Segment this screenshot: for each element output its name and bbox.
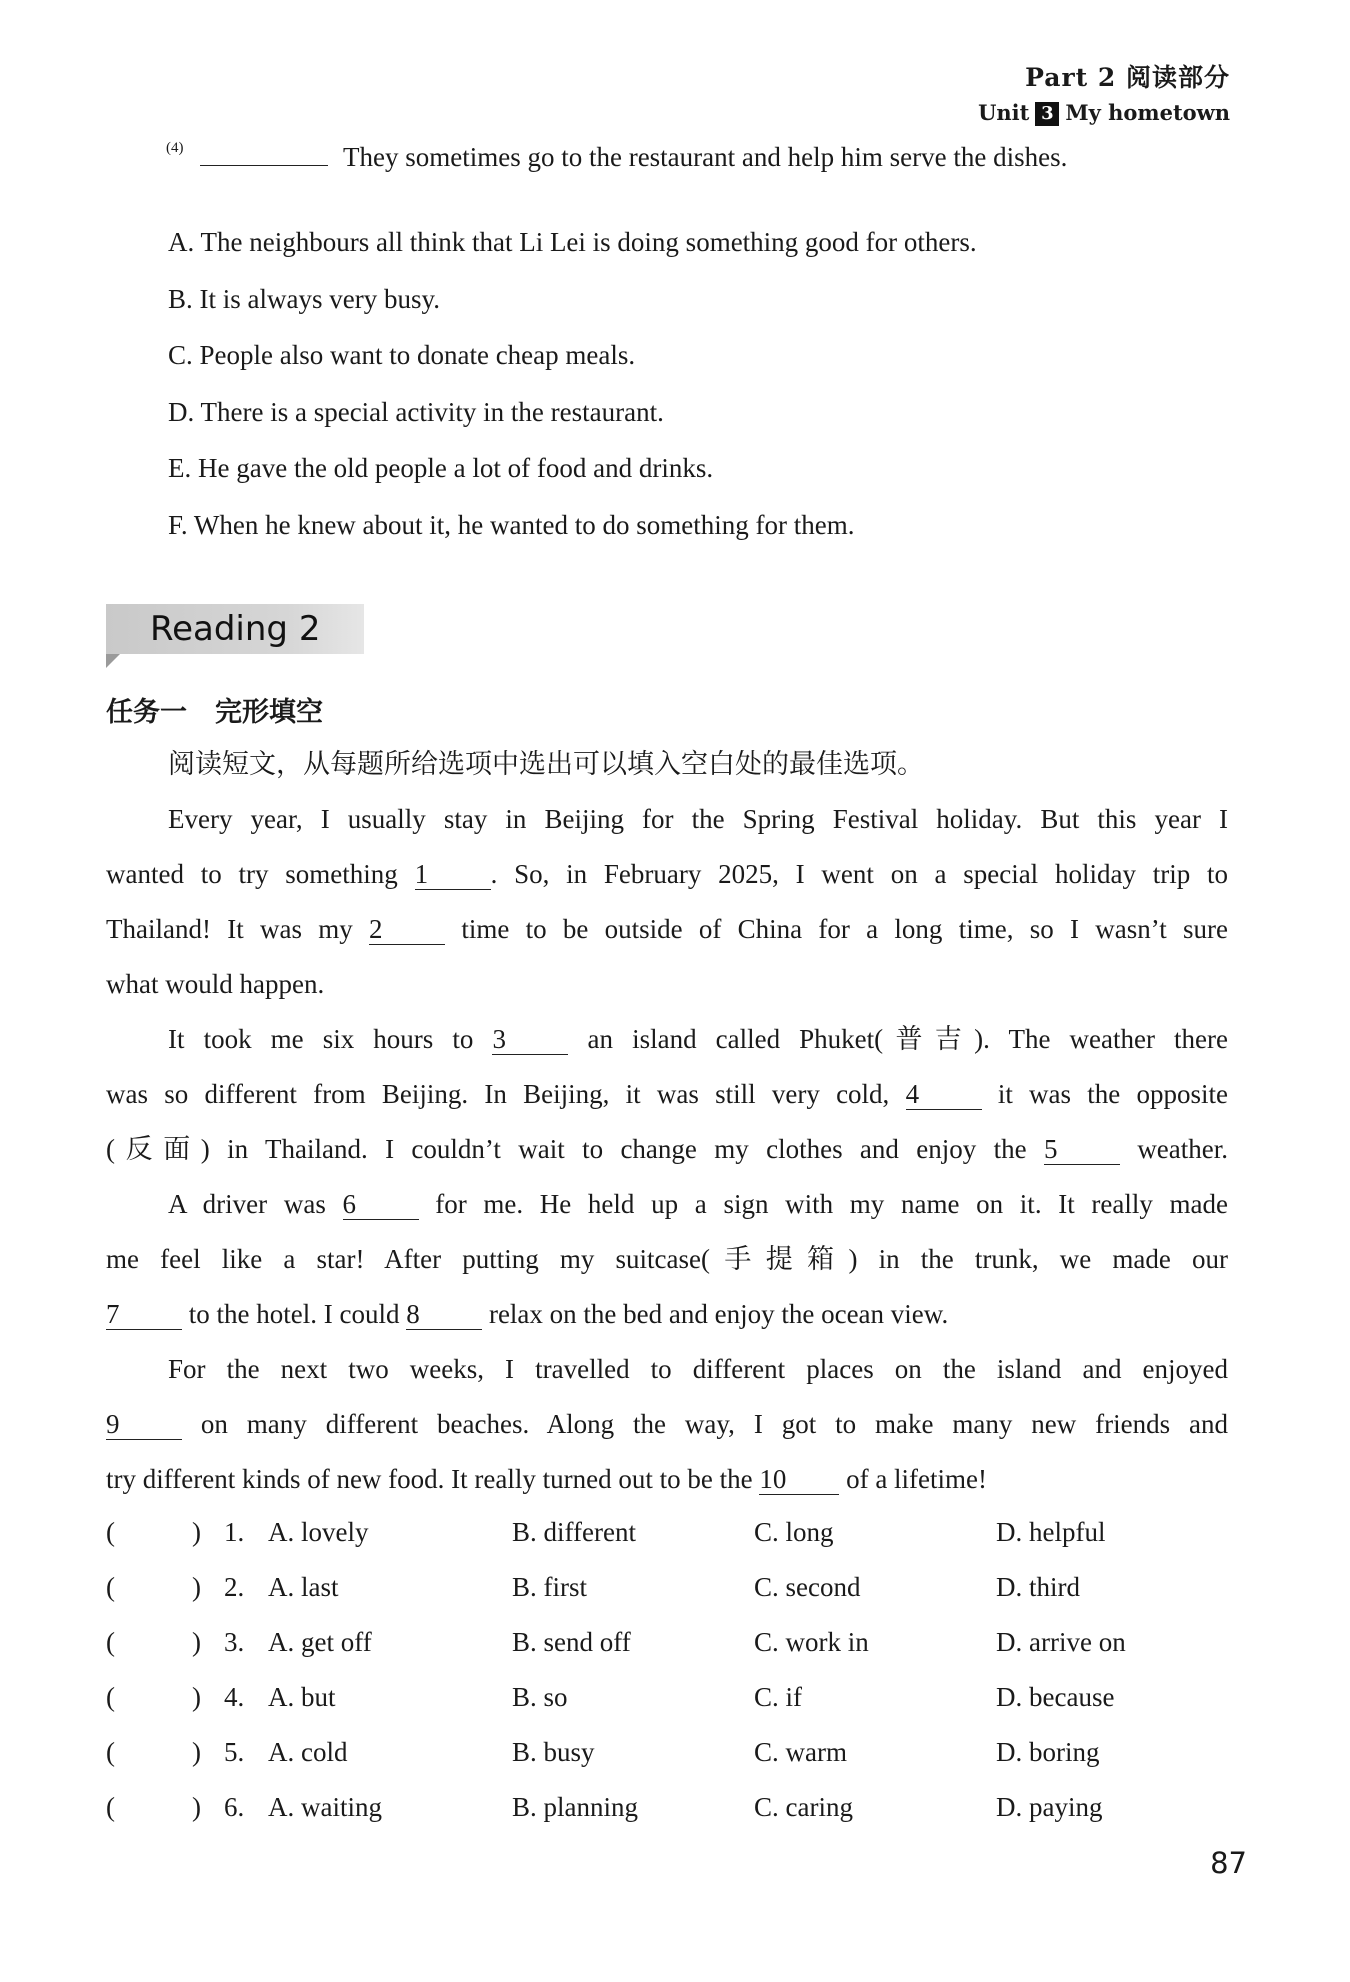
cloze-passage (106, 792, 1228, 1507)
task-name: 完形填空 (215, 697, 323, 728)
passage-line: me feel like a star! After putting my suitcase(手提箱) in the trunk, we made our (106, 1244, 1228, 1274)
cloze-blank[interactable]: 9 (106, 1409, 182, 1440)
choice-b: B. busy (512, 1737, 595, 1767)
cloze-blank[interactable]: 8 (406, 1299, 482, 1330)
cloze-blank[interactable]: 1 (415, 859, 491, 890)
passage-line: (反面) in Thailand. I couldn’t wait to change my clothes and enjoy the 5 weather. (106, 1134, 1229, 1164)
answer-paren-close: ) (192, 1737, 201, 1767)
choice-d: D. paying (996, 1792, 1103, 1822)
question-text: They sometimes go to the restaurant and help him serve the dishes. (343, 142, 1068, 172)
part-title: Part 2 阅读部分 (1025, 63, 1230, 92)
choice-c: C. warm (754, 1737, 847, 1767)
choice-d: D. arrive on (996, 1627, 1126, 1657)
question-number: 4. (224, 1682, 245, 1712)
answer-paren-close: ) (192, 1682, 201, 1712)
answer-paren-open[interactable]: ( (106, 1737, 115, 1767)
choice-b: B. first (512, 1572, 588, 1602)
passage-line: try different kinds of new food. It really turned out to be the 10 of a lifetime! (106, 1464, 988, 1494)
passage-line: Thailand! It was my 2 time to be outside of China for a long time, so I wasn’t sure (106, 914, 1229, 944)
passage-line: It took me six hours to 3 an island called Phuket(普吉). The weather there (168, 1024, 1228, 1054)
passage-line: Every year, I usually stay in Beijing for the Spring Festival holiday. But this year I (168, 804, 1228, 834)
question-4 (166, 140, 1067, 173)
answer-choices (106, 1505, 1228, 1835)
choice-b: B. different (512, 1517, 636, 1547)
choice-a: A. waiting (268, 1792, 382, 1822)
section-banner: Reading 2 (106, 604, 364, 654)
answer-row (106, 1780, 1228, 1835)
passage-line: 7 to the hotel. I could 8 relax on the bed and enjoy the ocean view. (106, 1299, 949, 1329)
question-number: 5. (224, 1737, 245, 1767)
cloze-blank[interactable]: 2 (369, 914, 445, 945)
task-title (106, 690, 323, 729)
passage-line: was so different from Beijing. In Beijing, it was still very cold, 4 it was the opposite (106, 1079, 1229, 1109)
answer-row (106, 1615, 1228, 1670)
answer-paren-open[interactable]: ( (106, 1572, 115, 1602)
choice-c: C. second (754, 1572, 861, 1602)
unit-prefix: Unit (978, 100, 1030, 125)
choice-b: B. so (512, 1682, 568, 1712)
cloze-blank[interactable]: 4 (906, 1079, 982, 1110)
passage-line: what would happen. (106, 969, 325, 999)
answer-row (106, 1560, 1228, 1615)
passage-line: For the next two weeks, I travelled to different places on the island and enjoyed (168, 1354, 1228, 1384)
unit-title (978, 100, 1230, 126)
passage-line: wanted to try something 1 . So, in February 2025, I went on a special holiday trip to (106, 859, 1228, 889)
question-number: 2. (224, 1572, 245, 1602)
answer-paren-close: ) (192, 1627, 201, 1657)
passage-line: A driver was 6 for me. He held up a sign with my name on it. It really made (168, 1189, 1229, 1219)
question-number: (4) (166, 140, 184, 156)
choice-c: C. work in (754, 1627, 869, 1657)
choice-a: A. cold (268, 1737, 348, 1767)
choice-d: D. helpful (996, 1517, 1106, 1547)
choice-a: A. lovely (268, 1517, 369, 1547)
answer-paren-open[interactable]: ( (106, 1627, 115, 1657)
answer-blank[interactable] (200, 165, 328, 166)
answer-paren-close: ) (192, 1792, 201, 1822)
option-item: E. He gave the old people a lot of food and drinks. (168, 453, 714, 483)
option-item: B. It is always very busy. (168, 283, 440, 314)
instruction-text: 阅读短文，从每题所给选项中选出可以填入空白处的最佳选项。 (168, 749, 924, 780)
option-item: C. People also want to donate cheap meals. (168, 340, 636, 370)
answer-row (106, 1725, 1228, 1780)
unit-name: My hometown (1065, 100, 1230, 125)
cloze-blank[interactable]: 5 (1044, 1134, 1120, 1165)
question-number: 1. (224, 1517, 245, 1547)
choice-d: D. boring (996, 1737, 1100, 1767)
choice-a: A. but (268, 1682, 336, 1712)
page-number: 87 (1210, 1846, 1247, 1880)
cloze-blank[interactable]: 10 (759, 1464, 839, 1495)
option-item: D. There is a special activity in the restaurant. (168, 396, 664, 427)
option-item: A. The neighbours all think that Li Lei is doing something good for others. (168, 227, 977, 257)
task-label: 任务一 (106, 697, 187, 728)
choice-c: C. long (754, 1517, 834, 1547)
option-list (168, 214, 977, 553)
question-number: 3. (224, 1627, 245, 1657)
cloze-blank[interactable]: 6 (343, 1189, 419, 1220)
answer-paren-close: ) (192, 1572, 201, 1602)
question-number: 6. (224, 1792, 245, 1822)
passage-line: 9 on many different beaches. Along the way, I got to make many new friends and (106, 1409, 1229, 1439)
cloze-blank[interactable]: 3 (492, 1024, 568, 1055)
answer-row (106, 1505, 1228, 1560)
choice-a: A. last (268, 1572, 339, 1602)
option-item: F. When he knew about it, he wanted to do something for them. (168, 509, 855, 540)
choice-b: B. planning (512, 1792, 638, 1822)
choice-c: C. caring (754, 1792, 853, 1822)
page-header (978, 58, 1230, 126)
choice-d: D. because (996, 1682, 1115, 1712)
answer-row (106, 1670, 1228, 1725)
answer-paren-open[interactable]: ( (106, 1682, 115, 1712)
choice-c: C. if (754, 1682, 803, 1712)
cloze-blank[interactable]: 7 (106, 1299, 182, 1330)
unit-number-badge: 3 (1035, 102, 1059, 126)
answer-paren-open[interactable]: ( (106, 1792, 115, 1822)
choice-a: A. get off (268, 1627, 372, 1657)
answer-paren-close: ) (192, 1517, 201, 1547)
choice-b: B. send off (512, 1627, 631, 1657)
choice-d: D. third (996, 1572, 1080, 1602)
answer-paren-open[interactable]: ( (106, 1517, 115, 1547)
